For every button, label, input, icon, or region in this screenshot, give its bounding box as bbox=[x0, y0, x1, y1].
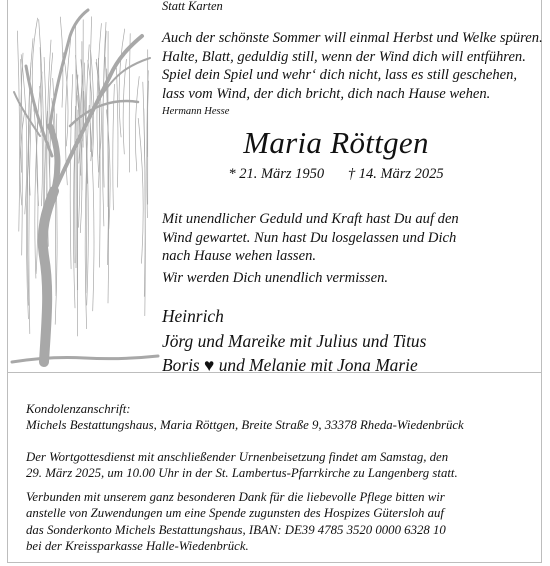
tribute-text bbox=[162, 210, 459, 266]
family-list bbox=[162, 304, 426, 378]
poem-line: Spiel dein Spiel und wehr‘ dich nicht, lass es still geschehen, bbox=[162, 67, 518, 83]
tribute-closing: Wir werden Dich unendlich vermissen. bbox=[162, 270, 389, 286]
family-member: Jörg und Mareike mit Julius und Titus bbox=[162, 330, 427, 351]
donation-line: das Sonderkonto Michels Bestattungshaus, IBAN: DE39 4785 3520 0000 6328 10 bbox=[26, 522, 446, 537]
donation-line: anstelle von Zuwendungen um eine Spende zugunsten des Hospizes Gütersloh auf bbox=[26, 506, 444, 521]
poem-line: lass vom Wind, der dich bricht, dich nach Hause wehen. bbox=[162, 85, 491, 102]
heading: Statt Karten bbox=[162, 0, 223, 13]
donation-line: bei der Kreissparkasse Halle-Wiedenbrück. bbox=[26, 538, 249, 553]
tribute-line: nach Hause wehen lassen. bbox=[162, 248, 317, 264]
poem-author: Hermann Hesse bbox=[162, 106, 230, 117]
donation-block bbox=[26, 489, 446, 554]
family-member: Heinrich bbox=[162, 306, 224, 326]
service-line: 29. März 2025, um 10.00 Uhr in der St. Lambertus-Pfarrkirche zu Langenberg statt. bbox=[26, 466, 458, 481]
donation-line: Verbunden mit unserem ganz besonderen Dank für die liebevolle Pflege bitten wir bbox=[26, 490, 445, 504]
death-date: † 14. März 2025 bbox=[347, 166, 444, 182]
poem-line: Auch der schönste Sommer will einmal Herbst und Welke spüren. bbox=[162, 30, 543, 46]
tribute-line: Wind gewartet. Nun hast Du losgelassen und Dich bbox=[162, 229, 457, 246]
birth-date: * 21. März 1950 bbox=[228, 166, 325, 182]
family-member: Boris ♥ und Melanie mit Jona Marie bbox=[162, 355, 418, 375]
service-block bbox=[26, 449, 458, 482]
tribute-line: Mit unendlicher Geduld und Kraft hast Du auf den bbox=[162, 211, 459, 227]
service-line: Der Wortgottesdienst mit anschließender Urnenbeisetzung findet am Samstag, den bbox=[26, 450, 449, 464]
deceased-name: Maria Röttgen bbox=[243, 125, 429, 160]
condolence-label: Kondolenzanschrift: bbox=[26, 402, 131, 416]
poem bbox=[162, 29, 543, 103]
condolence-address: Michels Bestattungshaus, Maria Röttgen, Breite Straße 9, 33378 Rheda-Wiedenbrück bbox=[26, 418, 464, 433]
condolence-block bbox=[26, 401, 464, 434]
weeping-willow-icon bbox=[10, 6, 160, 370]
poem-line: Halte, Blatt, geduldig still, wenn der Wind dich will entführen. bbox=[162, 48, 526, 65]
life-dates bbox=[162, 166, 510, 183]
